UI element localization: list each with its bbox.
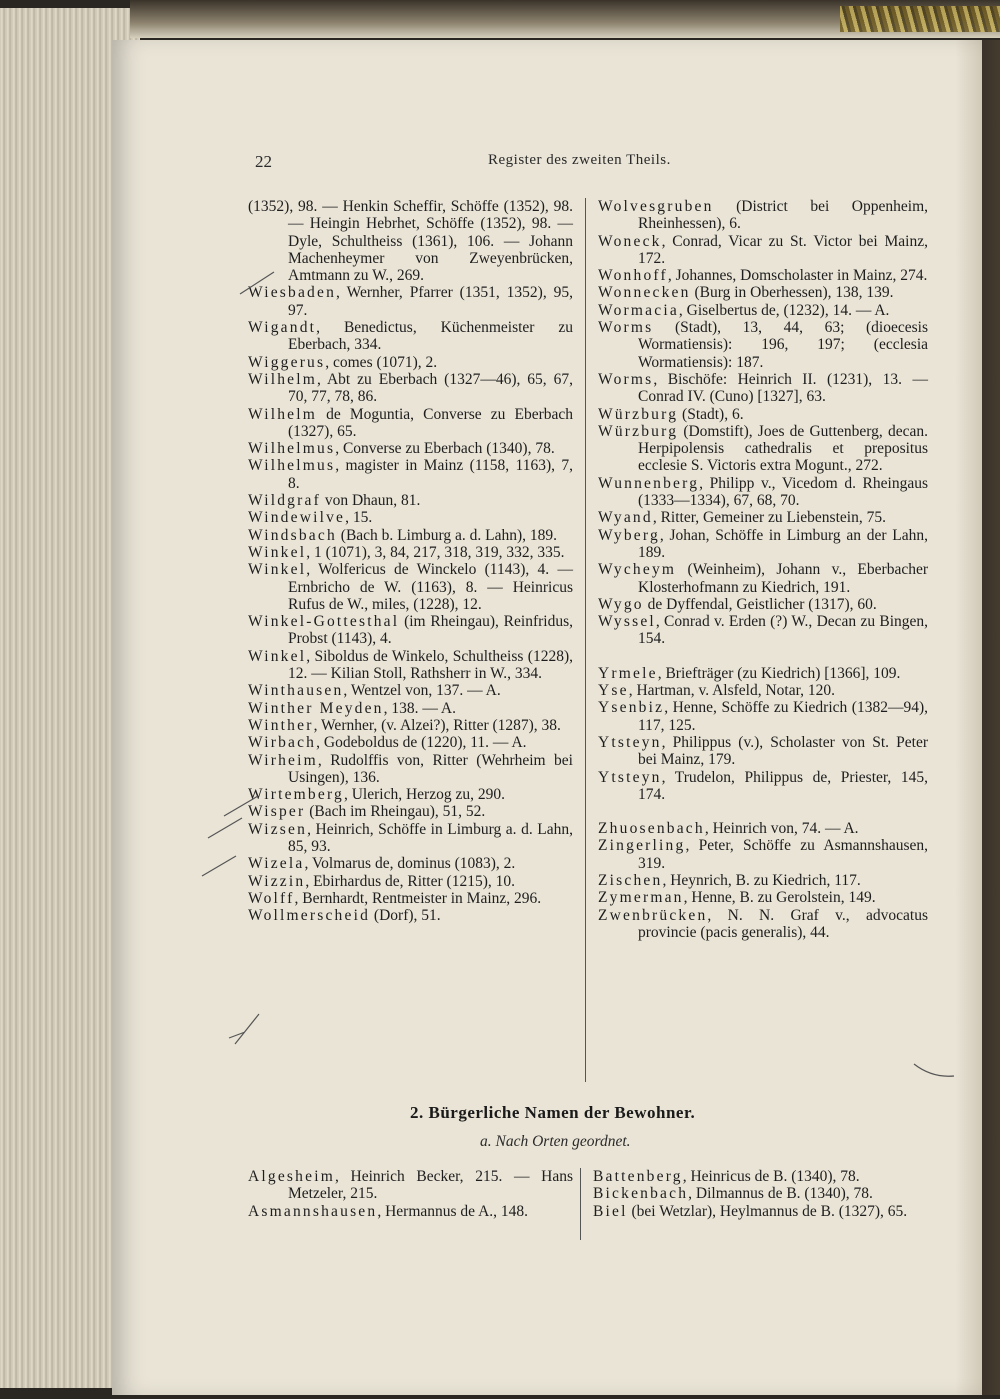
page-number: 22: [255, 152, 272, 171]
index-entry: [248, 613, 573, 648]
entry-name: Wilhelm: [248, 370, 318, 388]
index-entry: [598, 613, 928, 648]
running-title: Register des zweiten Theils.: [488, 152, 671, 168]
index-entry: [598, 233, 928, 268]
entry-name: Winther: [248, 716, 314, 734]
page-gutter-shade: [955, 40, 1000, 1395]
entry-name: Wolvesgruben: [598, 198, 714, 215]
index-entry: [248, 527, 573, 544]
entry-text: , Philippus (v.), Scholaster von St. Peter bei Mainz, 179.: [638, 733, 928, 769]
entry-name: Biel: [593, 1202, 628, 1220]
entry-text: , Briefträger (zu Kiedrich) [1366], 109.: [657, 664, 901, 682]
entry-text: (Burg in Oberhessen), 138, 139.: [690, 284, 894, 302]
entry-text: , Trudelon, Philippus de, Priester, 145, 174.: [638, 768, 928, 803]
entry-name: Wonnecken: [598, 284, 691, 302]
pencil-mark-4: [200, 850, 240, 880]
entry-text: , Johan, Schöffe in Limburg an der Lahn, 189.: [638, 526, 928, 561]
index-column-left: [248, 198, 573, 924]
entry-name: Wiesbaden: [248, 284, 337, 302]
column-divider: [585, 198, 586, 1082]
entry-text: , Heinrich, Schöffe in Limburg a. d. Lahn, 85, 93.: [288, 820, 573, 855]
index-entry: [248, 440, 573, 457]
index-entry: [598, 475, 928, 510]
entry-text: , Heinrich von, 74. — A.: [704, 820, 859, 838]
entry-name: Wonhoff: [598, 267, 668, 285]
index-entry: [598, 889, 928, 906]
index-entry: [598, 820, 928, 837]
pencil-mark-6: [912, 1060, 957, 1085]
section-subheading: a. Nach Orten geordnet.: [480, 1133, 631, 1150]
entry-name: Wizzin: [248, 872, 306, 890]
index-entry: [248, 1203, 573, 1220]
index-entry: [593, 1168, 923, 1185]
index-entry: [248, 1168, 573, 1203]
entry-name: Yse: [598, 682, 629, 700]
entry-name: Wirtemberg: [248, 786, 344, 804]
entry-text: , Johannes, Domscholaster in Mainz, 274.: [667, 267, 928, 285]
index-entry: [598, 423, 928, 475]
entry-text: de Moguntia, Converse zu Eberbach (1327), 65.: [288, 405, 573, 440]
index-entry: [598, 302, 928, 319]
entry-text: , N. N. Graf v., advocatus provincie (pacis generalis), 44.: [638, 906, 928, 941]
entry-name: Zymerman: [598, 889, 684, 907]
entry-name: Wygo: [598, 595, 644, 613]
entry-name: Zingerling: [598, 837, 686, 855]
entry-text: , Benedictus, Küchenmeister zu Eberbach, 334.: [288, 319, 573, 354]
entry-text: , Dilmannus de B. (1340), 78.: [688, 1185, 873, 1203]
index-entry: [598, 769, 928, 804]
entry-text: von Dhaun, 81.: [320, 492, 421, 510]
entry-text: , Volmarus de, dominus (1083), 2.: [304, 855, 516, 873]
index-entry: [248, 734, 573, 751]
entry-text: (Domstift), Joes de Guttenberg, decan. Herpipolensis cathedralis et prepositus ecclesie S. Victoris extra Mogunt., 272.: [638, 422, 928, 475]
entry-name: Worms: [598, 370, 654, 388]
entry-text: , Wernher, Pfarrer (1351, 1352), 95, 97.: [288, 284, 573, 319]
entry-text: , Bischöfe: Heinrich II. (1231), 13. — Conrad IV. (Cuno) [1327], 63.: [638, 370, 928, 406]
entry-name: Wollmerscheid: [248, 907, 371, 925]
entry-text: , Hartman, v. Alsfeld, Notar, 120.: [628, 682, 836, 700]
entry-name: Wirbach: [248, 734, 317, 752]
entry-text: , Philipp v., Vicedom d. Rheingaus (1333—1334), 67, 68, 70.: [638, 474, 928, 510]
entry-name: Winkel: [248, 647, 307, 665]
index-entry: [598, 406, 928, 423]
pencil-mark-1: [238, 268, 278, 298]
entry-text: , 15.: [345, 509, 373, 527]
entry-name: Wizela: [248, 855, 305, 873]
entry-name: Winkel-Gottesthal: [248, 613, 400, 631]
index-entry: [248, 821, 573, 856]
entry-text: (Weinheim), Johann v., Eberbacher Klosterhofmann zu Kiedrich, 191.: [638, 561, 928, 596]
entry-name: Ytsteyn: [598, 733, 662, 751]
index-entry: [248, 492, 573, 509]
index-entry: [248, 717, 573, 734]
index-entry: [598, 665, 928, 682]
entry-text: , Wernher, (v. Alzei?), Ritter (1287), 38.: [313, 716, 561, 734]
index-entry: [248, 648, 573, 683]
entry-text: , Converse zu Eberbach (1340), 78.: [335, 440, 555, 458]
entry-name: Wunnenberg: [598, 474, 700, 492]
index-entry: [598, 872, 928, 889]
index-entry: [598, 837, 928, 872]
section-column-divider: [580, 1168, 581, 1240]
entry-text: (Dorf), 51.: [370, 907, 441, 925]
entry-name: Wirheim: [248, 751, 318, 769]
index-entry: [248, 855, 573, 872]
index-entry: [598, 907, 928, 942]
bookmark-ribbon: [840, 6, 1000, 32]
entry-name: Wycheym: [598, 561, 677, 579]
pencil-mark-3: [206, 812, 246, 842]
entry-name: Zhuosenbach: [598, 820, 705, 838]
entry-text: , comes (1071), 2.: [325, 353, 438, 371]
index-entry: [248, 544, 573, 561]
entry-text: de Dyffendal, Geistlicher (1317), 60.: [643, 595, 877, 613]
entry-text: , Siboldus de Winkelo, Schultheiss (1228), 12. — Kilian Stoll, Rathsherr in W., 334.: [288, 647, 573, 683]
entry-name: Wildgraf: [248, 492, 321, 510]
entry-name: Wyssel: [598, 613, 656, 631]
index-entry: [248, 803, 573, 820]
entry-text: , Wentzel von, 137. — A.: [343, 682, 501, 700]
entry-name: Winthausen: [248, 682, 344, 700]
entry-text: , Giselbertus de, (1232), 14. — A.: [678, 301, 890, 319]
entry-name: Wigandt: [248, 319, 317, 337]
entry-name: Yrmele: [598, 664, 658, 682]
index-entry: [598, 527, 928, 562]
entry-text: (District bei Oppenheim, Rheinhessen), 6.: [638, 198, 928, 233]
entry-text: , Ritter, Gemeiner zu Liebenstein, 75.: [652, 509, 886, 527]
index-entry: [598, 319, 928, 371]
index-entry: [248, 700, 573, 717]
entry-name: Bickenbach: [593, 1185, 689, 1203]
entry-gap: [598, 648, 928, 665]
entry-name: Asmannshausen: [248, 1202, 378, 1220]
index-entry: [248, 509, 573, 526]
entry-name: Wilhelmus: [248, 457, 336, 475]
index-entry: [248, 682, 573, 699]
index-entry: [598, 682, 928, 699]
entry-text: , Conrad, Vicar zu St. Victor bei Mainz, 172.: [638, 232, 928, 267]
entry-name: Wormacia: [598, 301, 679, 319]
entry-text: , Heynrich, B. zu Kiedrich, 117.: [662, 871, 861, 889]
index-entry: [248, 406, 573, 441]
entry-text: , Heinricus de B. (1340), 78.: [682, 1168, 860, 1185]
entry-text: , Godeboldus de (1220), 11. — A.: [316, 734, 527, 752]
entry-text: , 138. — A.: [383, 699, 456, 717]
index-column-right: [598, 198, 928, 941]
index-entry: [593, 1203, 923, 1220]
entry-name: Wyberg: [598, 526, 660, 544]
entry-name: Battenberg: [593, 1168, 683, 1185]
entry-name: Algesheim: [248, 1168, 335, 1185]
entry-name: Windsbach: [248, 526, 337, 544]
index-entry: [598, 734, 928, 769]
entry-name: Ytsteyn: [598, 768, 662, 786]
entry-text: , Hermannus de A., 148.: [377, 1202, 529, 1220]
entry-name: Winkel: [248, 561, 307, 579]
entry-gap: [598, 803, 928, 820]
entry-text: (Stadt), 13, 44, 63; (dioecesis Wormatiensis): 196, 197; (ecclesia Wormatiensis): 187.: [638, 319, 928, 371]
entry-name: Wolff: [248, 889, 295, 907]
index-entry: [598, 509, 928, 526]
entry-name: Wilhelm: [248, 405, 318, 423]
entry-name: Wilhelmus: [248, 440, 336, 458]
index-entry: [598, 284, 928, 301]
entry-name: Würzburg: [598, 405, 679, 423]
entry-name: Windewilve: [248, 509, 346, 527]
entry-text: , Bernhardt, Rentmeister in Mainz, 296.: [294, 889, 542, 907]
index-entry: [598, 699, 928, 734]
index-entry: [598, 267, 928, 284]
entry-name: Wisper: [248, 803, 306, 821]
entry-text: , 1 (1071), 3, 84, 217, 318, 319, 332, 335.: [306, 543, 565, 561]
entry-text: , Rudolffis von, Ritter (Wehrheim bei Usingen), 136.: [288, 751, 573, 786]
index-entry: [248, 457, 573, 492]
entry-text: (Bach im Rheingau), 51, 52.: [305, 803, 486, 821]
index-entry: [248, 319, 573, 354]
entry-text: , Henne, B. zu Gerolstein, 149.: [683, 889, 876, 907]
index-entry: [248, 752, 573, 787]
entry-text: , Peter, Schöffe zu Asmannshausen, 319.: [638, 837, 928, 872]
entry-text: (Stadt), 6.: [678, 405, 744, 423]
index-entry: [248, 873, 573, 890]
index-entry: [248, 890, 573, 907]
entry-text: , magister in Mainz (1158, 1163), 7, 8.: [288, 457, 573, 492]
entry-text: , Ulerich, Herzog zu, 290.: [343, 786, 505, 804]
entry-text: , Heinrich Becker, 215. — Hans Metzeler, 215.: [288, 1168, 573, 1203]
index-entry: [598, 371, 928, 406]
entry-text: , Ebirhardus de, Ritter (1215), 10.: [305, 872, 515, 890]
entry-text: , Henne, Schöffe zu Kiedrich (1382—94), 117, 125.: [638, 699, 928, 734]
section-column-left: [248, 1168, 573, 1220]
index-entry: [598, 561, 928, 596]
entry-text: (bei Wetzlar), Heylmannus de B. (1327), 65.: [627, 1202, 908, 1220]
index-entry: [593, 1185, 923, 1202]
index-entry: [248, 371, 573, 406]
pencil-mark-5: [225, 1008, 265, 1048]
entry-text: (Bach b. Limburg a. d. Lahn), 189.: [336, 526, 558, 544]
entry-name: Wyand: [598, 509, 653, 527]
entry-name: Worms: [598, 319, 654, 337]
index-entry: [248, 198, 573, 284]
index-entry: [248, 284, 573, 319]
entry-text: (1352), 98. — Henkin Scheffir, Schöffe (1352), 98. — Heingin Hebrhet, Schöffe (1352), 98. — Dyle, Schultheiss (1361), 106. — Johann Machenheymer von Zweyenbrücken, Amtmann zu W., 269.: [248, 198, 573, 285]
entry-name: Winkel: [248, 543, 307, 561]
index-entry: [248, 907, 573, 924]
entry-name: Woneck: [598, 232, 662, 250]
entry-name: Würzburg: [598, 422, 679, 440]
entry-name: Wizsen: [248, 820, 308, 838]
entry-text: , Abt zu Eberbach (1327—46), 65, 67, 70, 77, 78, 86.: [288, 370, 573, 406]
entry-name: Wiggerus: [248, 353, 326, 371]
entry-name: Ysenbiz: [598, 699, 665, 717]
entry-text: (im Rheingau), Reinfridus, Probst (1143), 4.: [288, 613, 573, 648]
index-entry: [598, 596, 928, 613]
index-entry: [248, 561, 573, 613]
index-entry: [598, 198, 928, 233]
entry-text: , Wolfericus de Winckelo (1143), 4. — Ernbricho de W. (1163), 8. — Heinricus Rufus de W., miles, (1228), 12.: [288, 561, 573, 613]
index-entry: [248, 786, 573, 803]
section-heading: 2. Bürgerliche Namen der Bewohner.: [410, 1103, 696, 1122]
index-entry: [248, 354, 573, 371]
section-column-right: [593, 1168, 923, 1220]
entry-name: Zischen: [598, 871, 663, 889]
entry-name: Winther Meyden: [248, 699, 384, 717]
entry-text: , Conrad v. Erden (?) W., Decan zu Bingen, 154.: [638, 613, 928, 648]
entry-name: Zwenbrücken: [598, 906, 708, 924]
